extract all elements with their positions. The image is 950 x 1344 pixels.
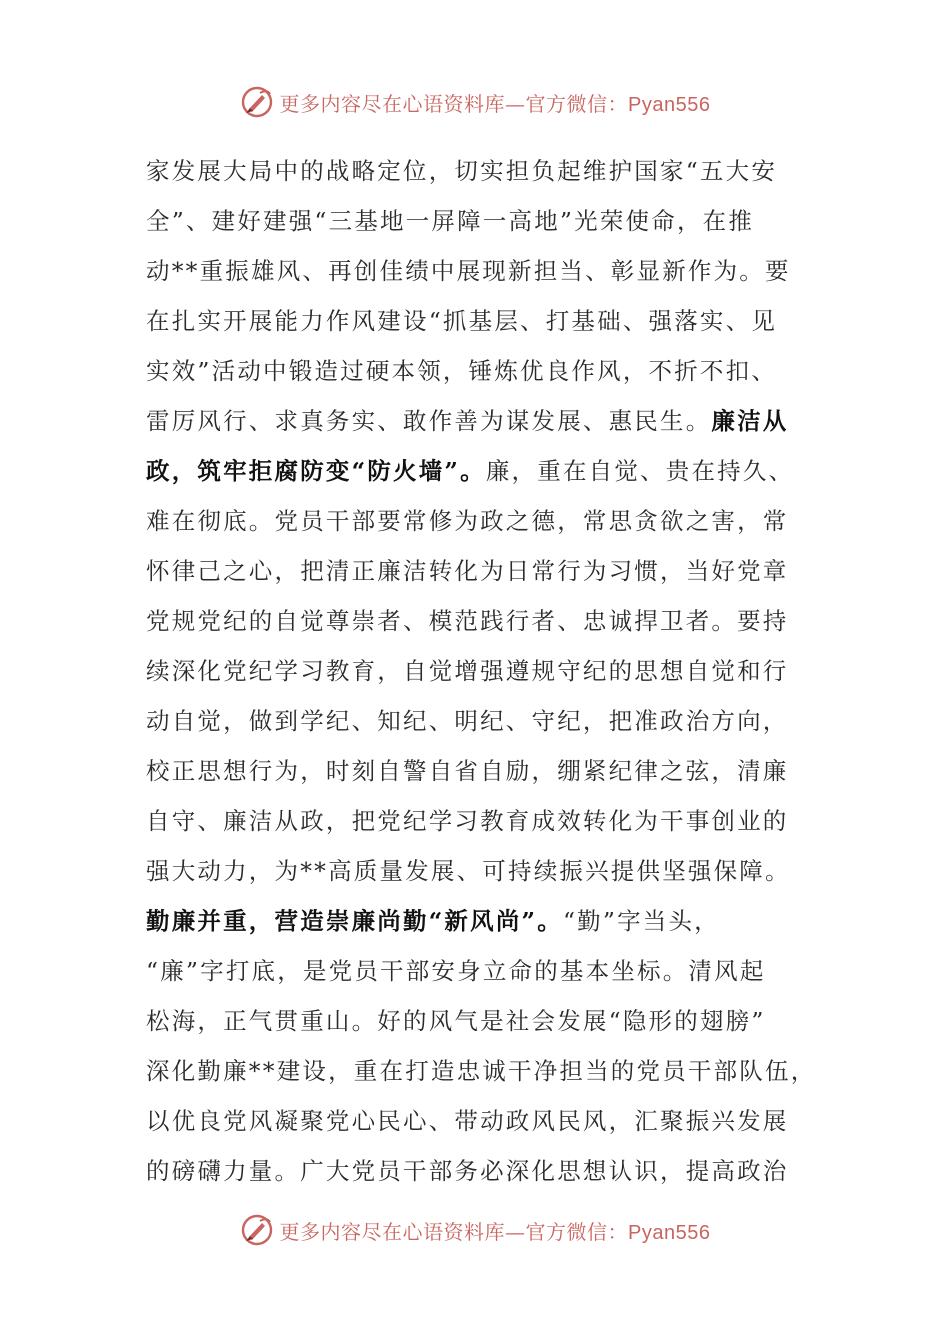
body-text: 的磅礴力量。广大党员干部务必深化思想认识，提高政治 <box>146 1157 789 1185</box>
text-line <box>146 346 826 396</box>
body-text: “廉”字打底，是党员干部安身立命的基本坐标。清风起 <box>146 957 766 985</box>
bold-heading-text: 勤廉并重，营造崇廉尚勤“新风尚”。 <box>146 907 563 935</box>
text-line <box>146 846 826 896</box>
pen-logo-icon <box>240 1213 274 1247</box>
header-banner-text: 更多内容尽在心语资料库—官方微信：Pyan556 <box>279 91 711 116</box>
text-line <box>146 946 826 996</box>
text-line <box>146 146 826 196</box>
text-line <box>146 796 826 846</box>
bold-heading-text: 廉洁从 <box>711 407 789 435</box>
bold-heading-text: 政，筑牢拒腐防变“防火墙”。 <box>146 457 486 485</box>
body-text: 以优良党风凝聚党心民心、带动政风民风，汇聚振兴发展 <box>146 1107 789 1135</box>
body-text: 实效”活动中锻造过硬本领，锤炼优良作风，不折不扣、 <box>146 357 778 385</box>
text-line <box>146 1096 826 1146</box>
pen-logo-icon <box>240 85 274 119</box>
body-text: 廉，重在自觉、贵在持久、 <box>485 457 795 485</box>
body-text: 自守、廉洁从政，把党纪学习教育成效转化为干事创业的 <box>146 807 789 835</box>
text-line <box>146 1146 826 1196</box>
body-text: 党规党纪的自觉尊崇者、模范践行者、忠诚捍卫者。要持 <box>146 607 789 635</box>
body-text: 怀律己之心，把清正廉洁转化为日常行为习惯，当好党章 <box>146 557 789 585</box>
body-text: 深化勤廉**建设，重在打造忠诚干净担当的党员干部队伍， <box>146 1057 817 1085</box>
body-text: 校正思想行为，时刻自警自省自励，绷紧纪律之弦，清廉 <box>146 757 789 785</box>
text-line <box>146 1046 826 1096</box>
text-line <box>146 246 826 296</box>
header-banner <box>0 82 950 122</box>
text-line <box>146 996 826 1046</box>
text-line <box>146 696 826 746</box>
text-line <box>146 646 826 696</box>
text-line <box>146 596 826 646</box>
text-line <box>146 546 826 596</box>
body-text: 动自觉，做到学纪、知纪、明纪、守纪，把准政治方向， <box>146 707 789 735</box>
text-line <box>146 496 826 546</box>
text-line <box>146 196 826 246</box>
body-text: 续深化党纪学习教育，自觉增强遵规守纪的思想自觉和行 <box>146 657 789 685</box>
text-line <box>146 296 826 346</box>
body-text: 在扎实开展能力作风建设“抓基层、打基础、强落实、见 <box>146 307 778 335</box>
text-line <box>146 746 826 796</box>
text-line <box>146 896 826 946</box>
body-text: 雷厉风行、求真务实、敢作善为谋发展、惠民生。 <box>146 407 712 435</box>
text-line <box>146 396 826 446</box>
body-text: “勤”字当头， <box>562 907 720 935</box>
footer-banner <box>0 1210 950 1250</box>
body-text: 动**重振雄风、再创佳绩中展现新担当、彰显新作为。要 <box>146 257 791 285</box>
body-text: 强大动力，为**高质量发展、可持续振兴提供坚强保障。 <box>146 857 791 885</box>
document-body <box>146 146 826 1196</box>
text-line <box>146 446 826 496</box>
body-text: 全”、建好建强“三基地一屏障一高地”光荣使命，在推 <box>146 207 755 235</box>
footer-banner-text: 更多内容尽在心语资料库—官方微信：Pyan556 <box>279 1219 711 1244</box>
body-text: 家发展大局中的战略定位，切实担负起维护国家“五大安 <box>146 157 778 185</box>
body-text: 难在彻底。党员干部要常修为政之德，常思贪欲之害，常 <box>146 507 789 535</box>
body-text: 松海，正气贯重山。好的风气是社会发展“隐形的翅膀” <box>146 1007 766 1035</box>
